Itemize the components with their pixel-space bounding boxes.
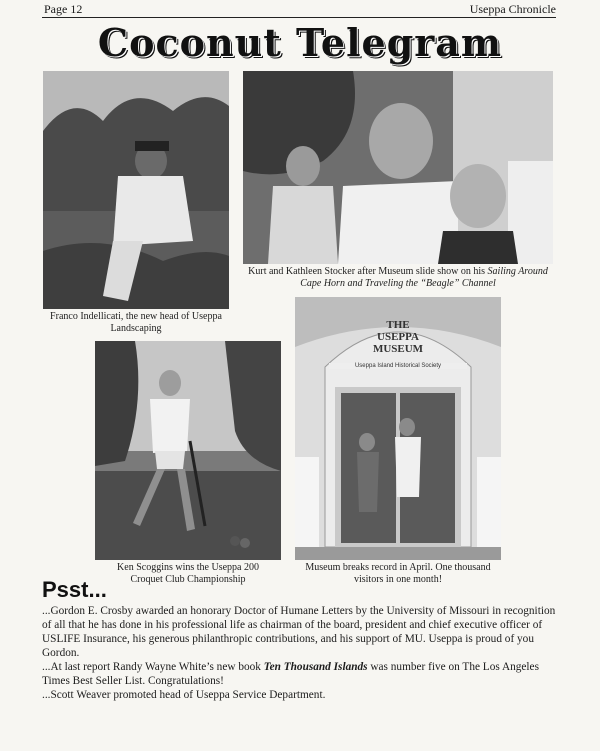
stocker-caption-text: Kurt and Kathleen Stocker after Museum slide show on his (248, 266, 486, 277)
masthead-title: Coconut Telegram (97, 20, 503, 65)
psst-item-crosby: ...Gordon E. Crosby awarded an honorary Doctor of Humane Letters by the University of Missouri in recognition of all that he has done in his professional life as chairman of the board, president and chief executive officer of USLIFE Insurance, his generous philanthropic contributions, and his support of MU. Useppa is proud of you Gordon. (42, 605, 556, 659)
franco-caption: Franco Indellicati, the new head of Useppa Landscaping (50, 311, 222, 334)
stocker-caption (248, 266, 548, 290)
header-rule (42, 17, 556, 18)
ken-caption: Ken Scoggins wins the Useppa 200 Croquet Club Championship (117, 562, 259, 585)
psst-item-white-start: ...At last report Randy Wayne White’s new book (42, 661, 264, 673)
psst-item-white (42, 660, 556, 688)
publication-name: Useppa Chronicle (469, 2, 556, 16)
ken-photo (95, 341, 281, 560)
page-number: Page 12 (44, 2, 83, 16)
stocker-photo (243, 71, 553, 264)
museum-sign-line2: USEPPA (377, 331, 419, 343)
museum-caption: Museum breaks record in April. One thousand visitors in one month! (305, 562, 491, 585)
stocker-caption-title: Sailing Around Cape Horn and Traveling the “Beagle” Channel (300, 266, 548, 289)
psst-item-weaver: ...Scott Weaver promoted head of Useppa Service Department. (42, 689, 326, 701)
franco-photo (43, 71, 229, 309)
psst-items (42, 604, 556, 702)
museum-photo (295, 297, 501, 560)
psst-item-white-end: was number five on The Los Angeles Times Best Seller List. Congratulations! (42, 661, 539, 687)
psst-item-white-book: Ten Thousand Islands (263, 661, 368, 673)
museum-sign-line1: THE (386, 319, 410, 331)
psst-title: Psst... (42, 577, 107, 602)
museum-sign (347, 319, 449, 355)
museum-sign-subtitle: Useppa Island Historical Society (329, 363, 467, 369)
museum-sign-line3: MUSEUM (372, 343, 424, 355)
